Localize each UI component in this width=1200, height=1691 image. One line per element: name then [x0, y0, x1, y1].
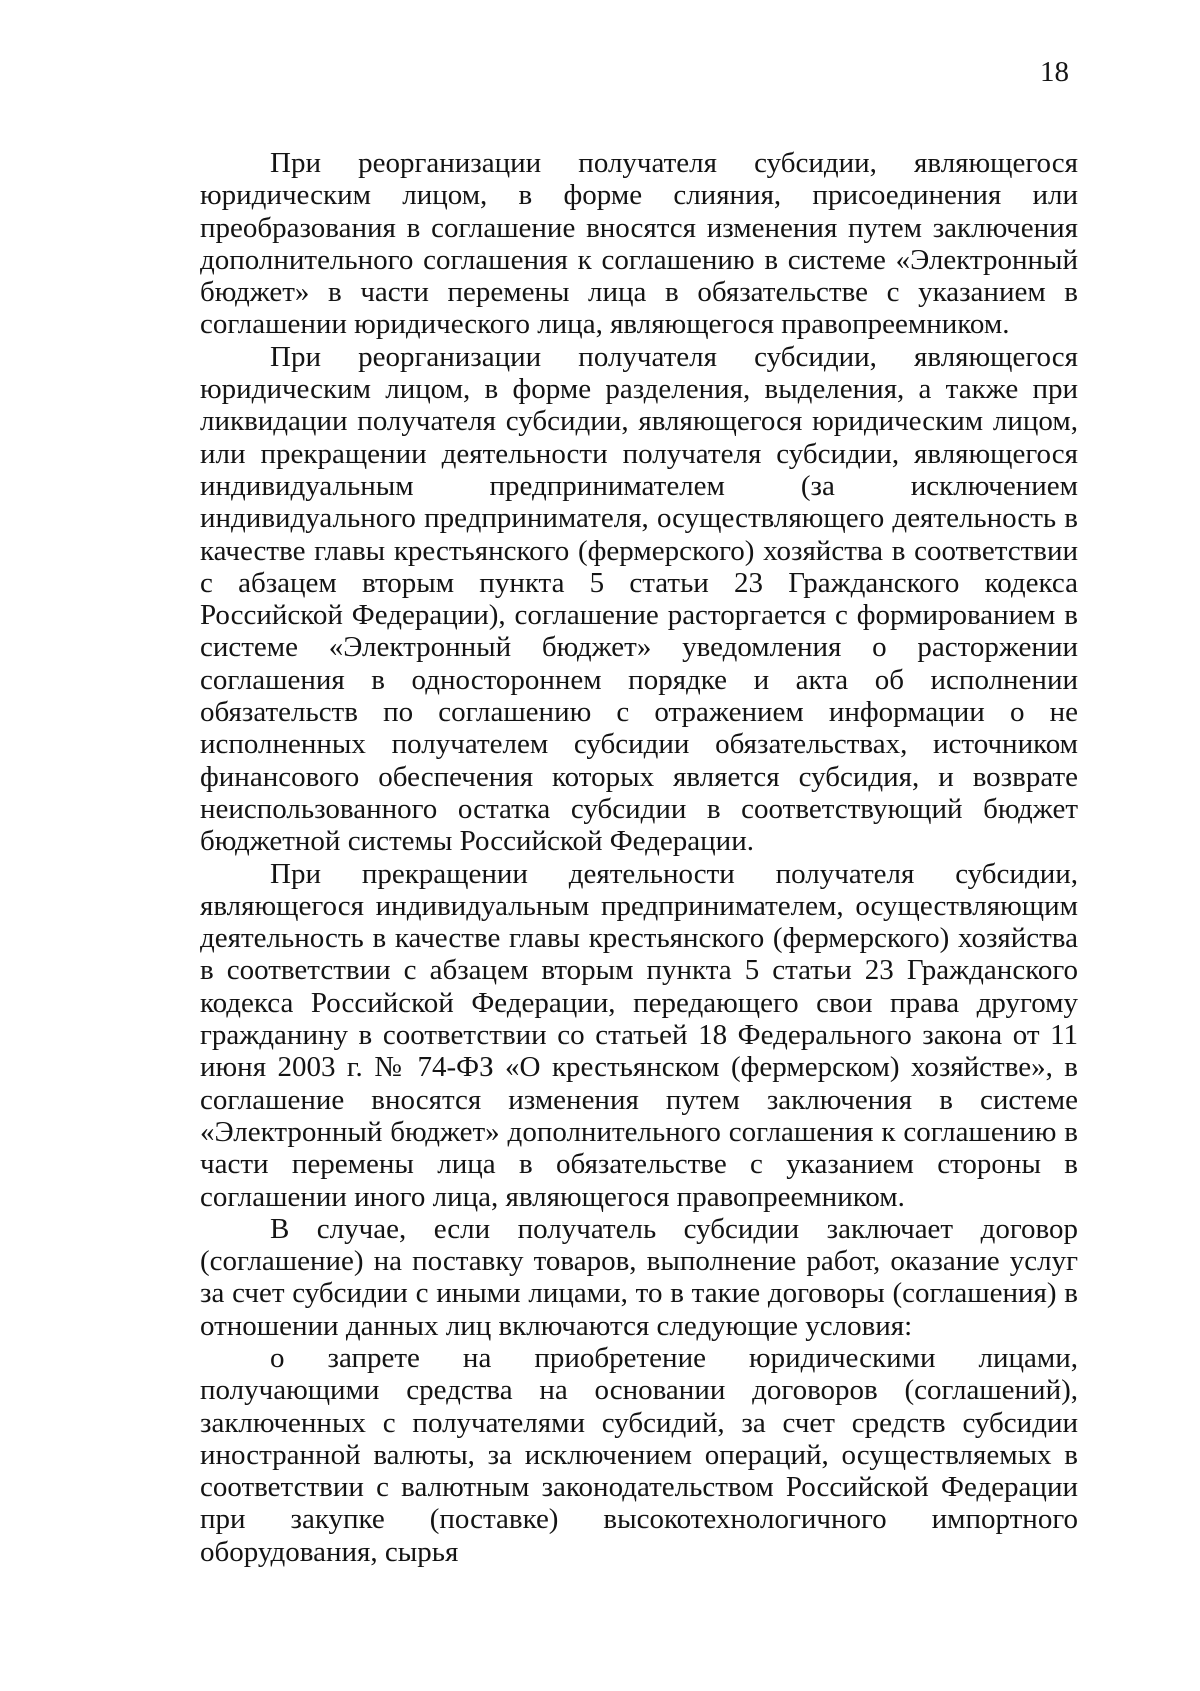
page-number: 18 — [1040, 56, 1069, 88]
paragraph-contract-conditions: В случае, если получатель субсидии заключает договор (соглашение) на поставку товаров, выполнение работ, оказание услуг за счет субсидии с иными лицами, то в такие договоры (соглашения) в отношении данных лиц включаются следующие условия: — [200, 1212, 1078, 1342]
paragraph-farm-termination: При прекращении деятельности получателя субсидии, являющегося индивидуальным предпринимателем, осуществляющим деятельность в качестве главы крестьянского (фермерского) хозяйства в соответствии с абзацем вторым пункта 5 статьи 23 Гражданского кодекса Российской Федерации, передающего свои права другому гражданину в соответствии со статьей 18 Федерального закона от 11 июня 2003 г. № 74-ФЗ «О крестьянском (фермерском) хозяйстве», в соглашение вносятся изменения путем заключения в системе «Электронный бюджет» дополнительного соглашения к соглашению в части перемены лица в обязательстве с указанием стороны в соглашении иного лица, являющегося правопреемником. — [200, 857, 1078, 1213]
document-body — [200, 147, 1078, 1568]
paragraph-currency-prohibition: о запрете на приобретение юридическими лицами, получающими средства на основании договоров (соглашений), заключенных с получателями субсидий, за счет средств субсидии иностранной валюты, за исключением операций, осуществляемых в соответствии с валютным законодательством Российской Федерации при закупке (поставке) высокотехнологичного импортного оборудования, сырья — [200, 1341, 1078, 1568]
paragraph-reorganization-merger: При реорганизации получателя субсидии, являющегося юридическим лицом, в форме слияния, присоединения или преобразования в соглашение вносятся изменения путем заключения дополнительного соглашения к соглашению в системе «Электронный бюджет» в части перемены лица в обязательстве с указанием в соглашении юридического лица, являющегося правопреемником. — [200, 147, 1078, 341]
paragraph-reorganization-division: При реорганизации получателя субсидии, являющегося юридическим лицом, в форме разделения, выделения, а также при ликвидации получателя субсидии, являющегося юридическим лицом, или прекращении деятельности получателя субсидии, являющегося индивидуальным предпринимателем (за исключением индивидуального предпринимателя, осуществляющего деятельность в качестве главы крестьянского (фермерского) хозяйства в соответствии с абзацем вторым пункта 5 статьи 23 Гражданского кодекса Российской Федерации), соглашение расторгается с формированием в системе «Электронный бюджет» уведомления о расторжении соглашения в одностороннем порядке и акта об исполнении обязательств по соглашению с отражением информации о не исполненных получателем субсидии обязательствах, источником финансового обеспечения которых является субсидия, и возврате неиспользованного остатка субсидии в соответствующий бюджет бюджетной системы Российской Федерации. — [200, 340, 1078, 858]
